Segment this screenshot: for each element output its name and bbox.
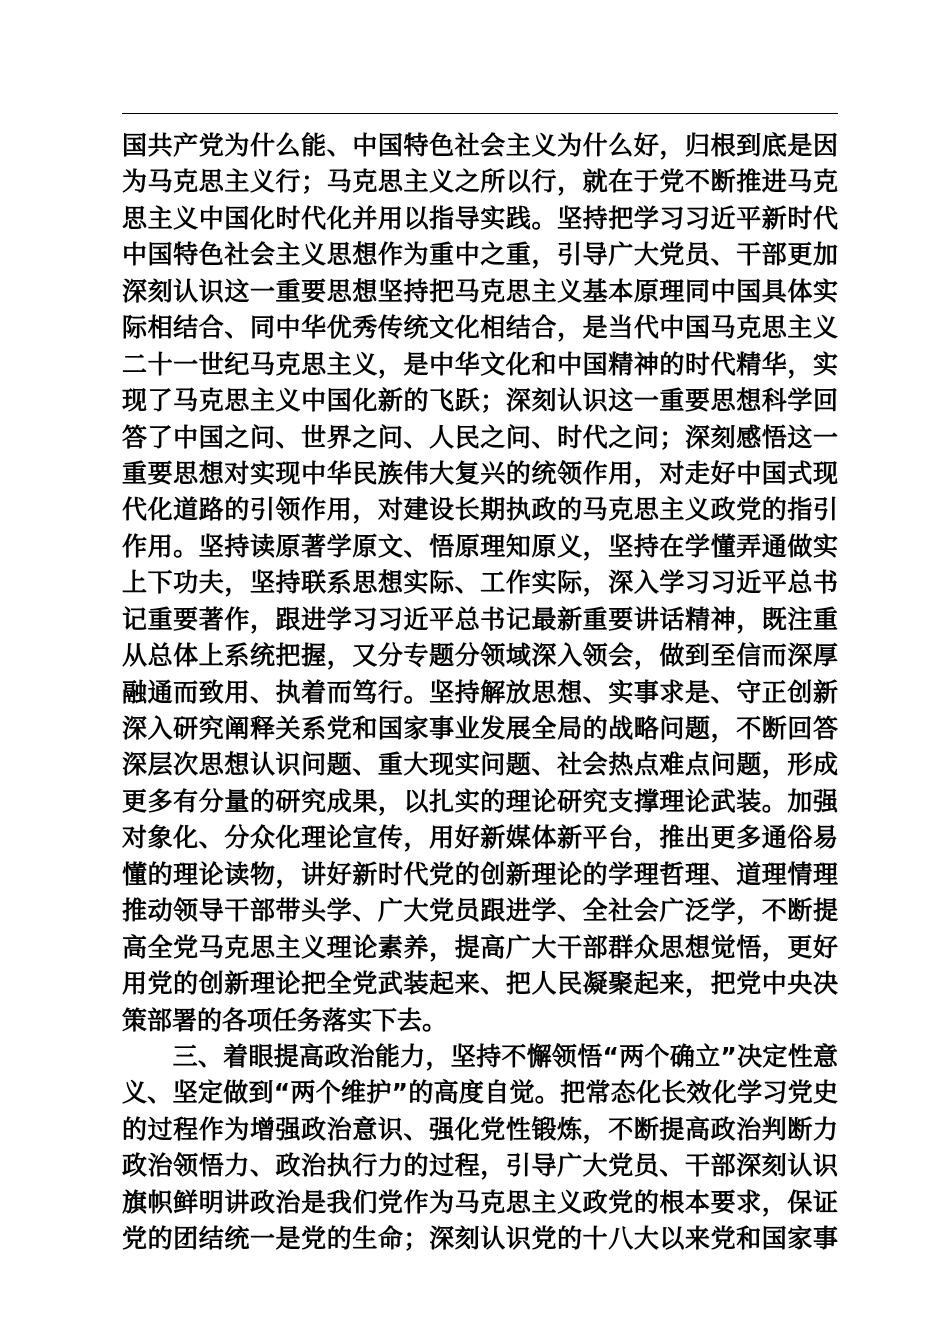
- text-line: 为马克思主义行；马克思主义之所以行，就在于党不断推进马克: [122, 167, 838, 197]
- text-line: 对象化、分众化理论宣传，用好新媒体新平台，推出更多通俗易: [122, 823, 838, 853]
- paragraph-end-line: 策部署的各项任务落实下去。: [122, 1005, 448, 1035]
- text-line: 高全党马克思主义理论素养，提高广大干部群众思想觉悟，更好: [122, 932, 838, 962]
- text-line: 党的团结统一是党的生命；深刻认识党的十八大以来党和国家事: [122, 1224, 838, 1254]
- text-line: 用党的创新理论把全党武装起来、把人民凝聚起来，把党中央决: [122, 969, 838, 999]
- text-line: 的过程作为增强政治意识、强化党性锻炼，不断提高政治判断力: [122, 1114, 838, 1144]
- text-line: 上下功夫，坚持联系思想实际、工作实际，深入学习习近平总书: [122, 568, 838, 598]
- text-line: 重要思想对实现中华民族伟大复兴的统领作用，对走好中国式现: [122, 458, 838, 488]
- text-line: 融通而致用、执着而笃行。坚持解放思想、实事求是、守正创新: [122, 677, 838, 707]
- text-line: 旗帜鲜明讲政治是我们党作为马克思主义政党的根本要求，保证: [122, 1187, 838, 1217]
- text-line: 作用。坚持读原著学原文、悟原理知原义，坚持在学懂弄通做实: [122, 531, 838, 561]
- text-line: 代化道路的引领作用，对建设长期执政的马克思主义政党的指引: [122, 495, 838, 525]
- text-line: 从总体上系统把握，又分专题分领域深入领会，做到至信而深厚: [122, 641, 838, 671]
- text-line: 政治领悟力、政治执行力的过程，引导广大党员、干部深刻认识: [122, 1151, 838, 1181]
- section-heading-line: 三、着眼提高政治能力，坚持不懈领悟“两个确立”决定性意: [122, 1041, 838, 1071]
- text-line: 现了马克思主义中国化新的飞跃；深刻认识这一重要思想科学回: [122, 386, 838, 416]
- header-rule: [122, 113, 838, 114]
- text-line: 义、坚定做到“两个维护”的高度自觉。把常态化长效化学习党史: [122, 1078, 838, 1108]
- text-line: 更多有分量的研究成果，以扎实的理论研究支撑理论武装。加强: [122, 786, 838, 816]
- text-line: 深刻认识这一重要思想坚持把马克思主义基本原理同中国具体实: [122, 276, 838, 306]
- body-text: [122, 128, 838, 1258]
- text-line: 深层次思想认识问题、重大现实问题、社会热点难点问题，形成: [122, 750, 838, 780]
- text-line: 际相结合、同中华优秀传统文化相结合，是当代中国马克思主义: [122, 313, 838, 343]
- text-line: 记重要著作，跟进学习习近平总书记最新重要讲话精神，既注重: [122, 604, 838, 634]
- text-line: 二十一世纪马克思主义，是中华文化和中国精神的时代精华，实: [122, 349, 838, 379]
- text-line: 推动领导干部带头学、广大党员跟进学、全社会广泛学，不断提: [122, 896, 838, 926]
- text-line: 国共产党为什么能、中国特色社会主义为什么好，归根到底是因: [122, 131, 838, 160]
- text-line: 深入研究阐释关系党和国家事业发展全局的战略问题，不断回答: [122, 714, 838, 743]
- text-line: 中国特色社会主义思想作为重中之重，引导广大党员、干部更加: [122, 240, 838, 270]
- text-line: 思主义中国化时代化并用以指导实践。坚持把学习习近平新时代: [122, 203, 838, 233]
- text-line: 答了中国之问、世界之问、人民之问、时代之问；深刻感悟这一: [122, 422, 838, 452]
- text-line: 懂的理论读物，讲好新时代党的创新理论的学理哲理、道理情理: [122, 859, 838, 889]
